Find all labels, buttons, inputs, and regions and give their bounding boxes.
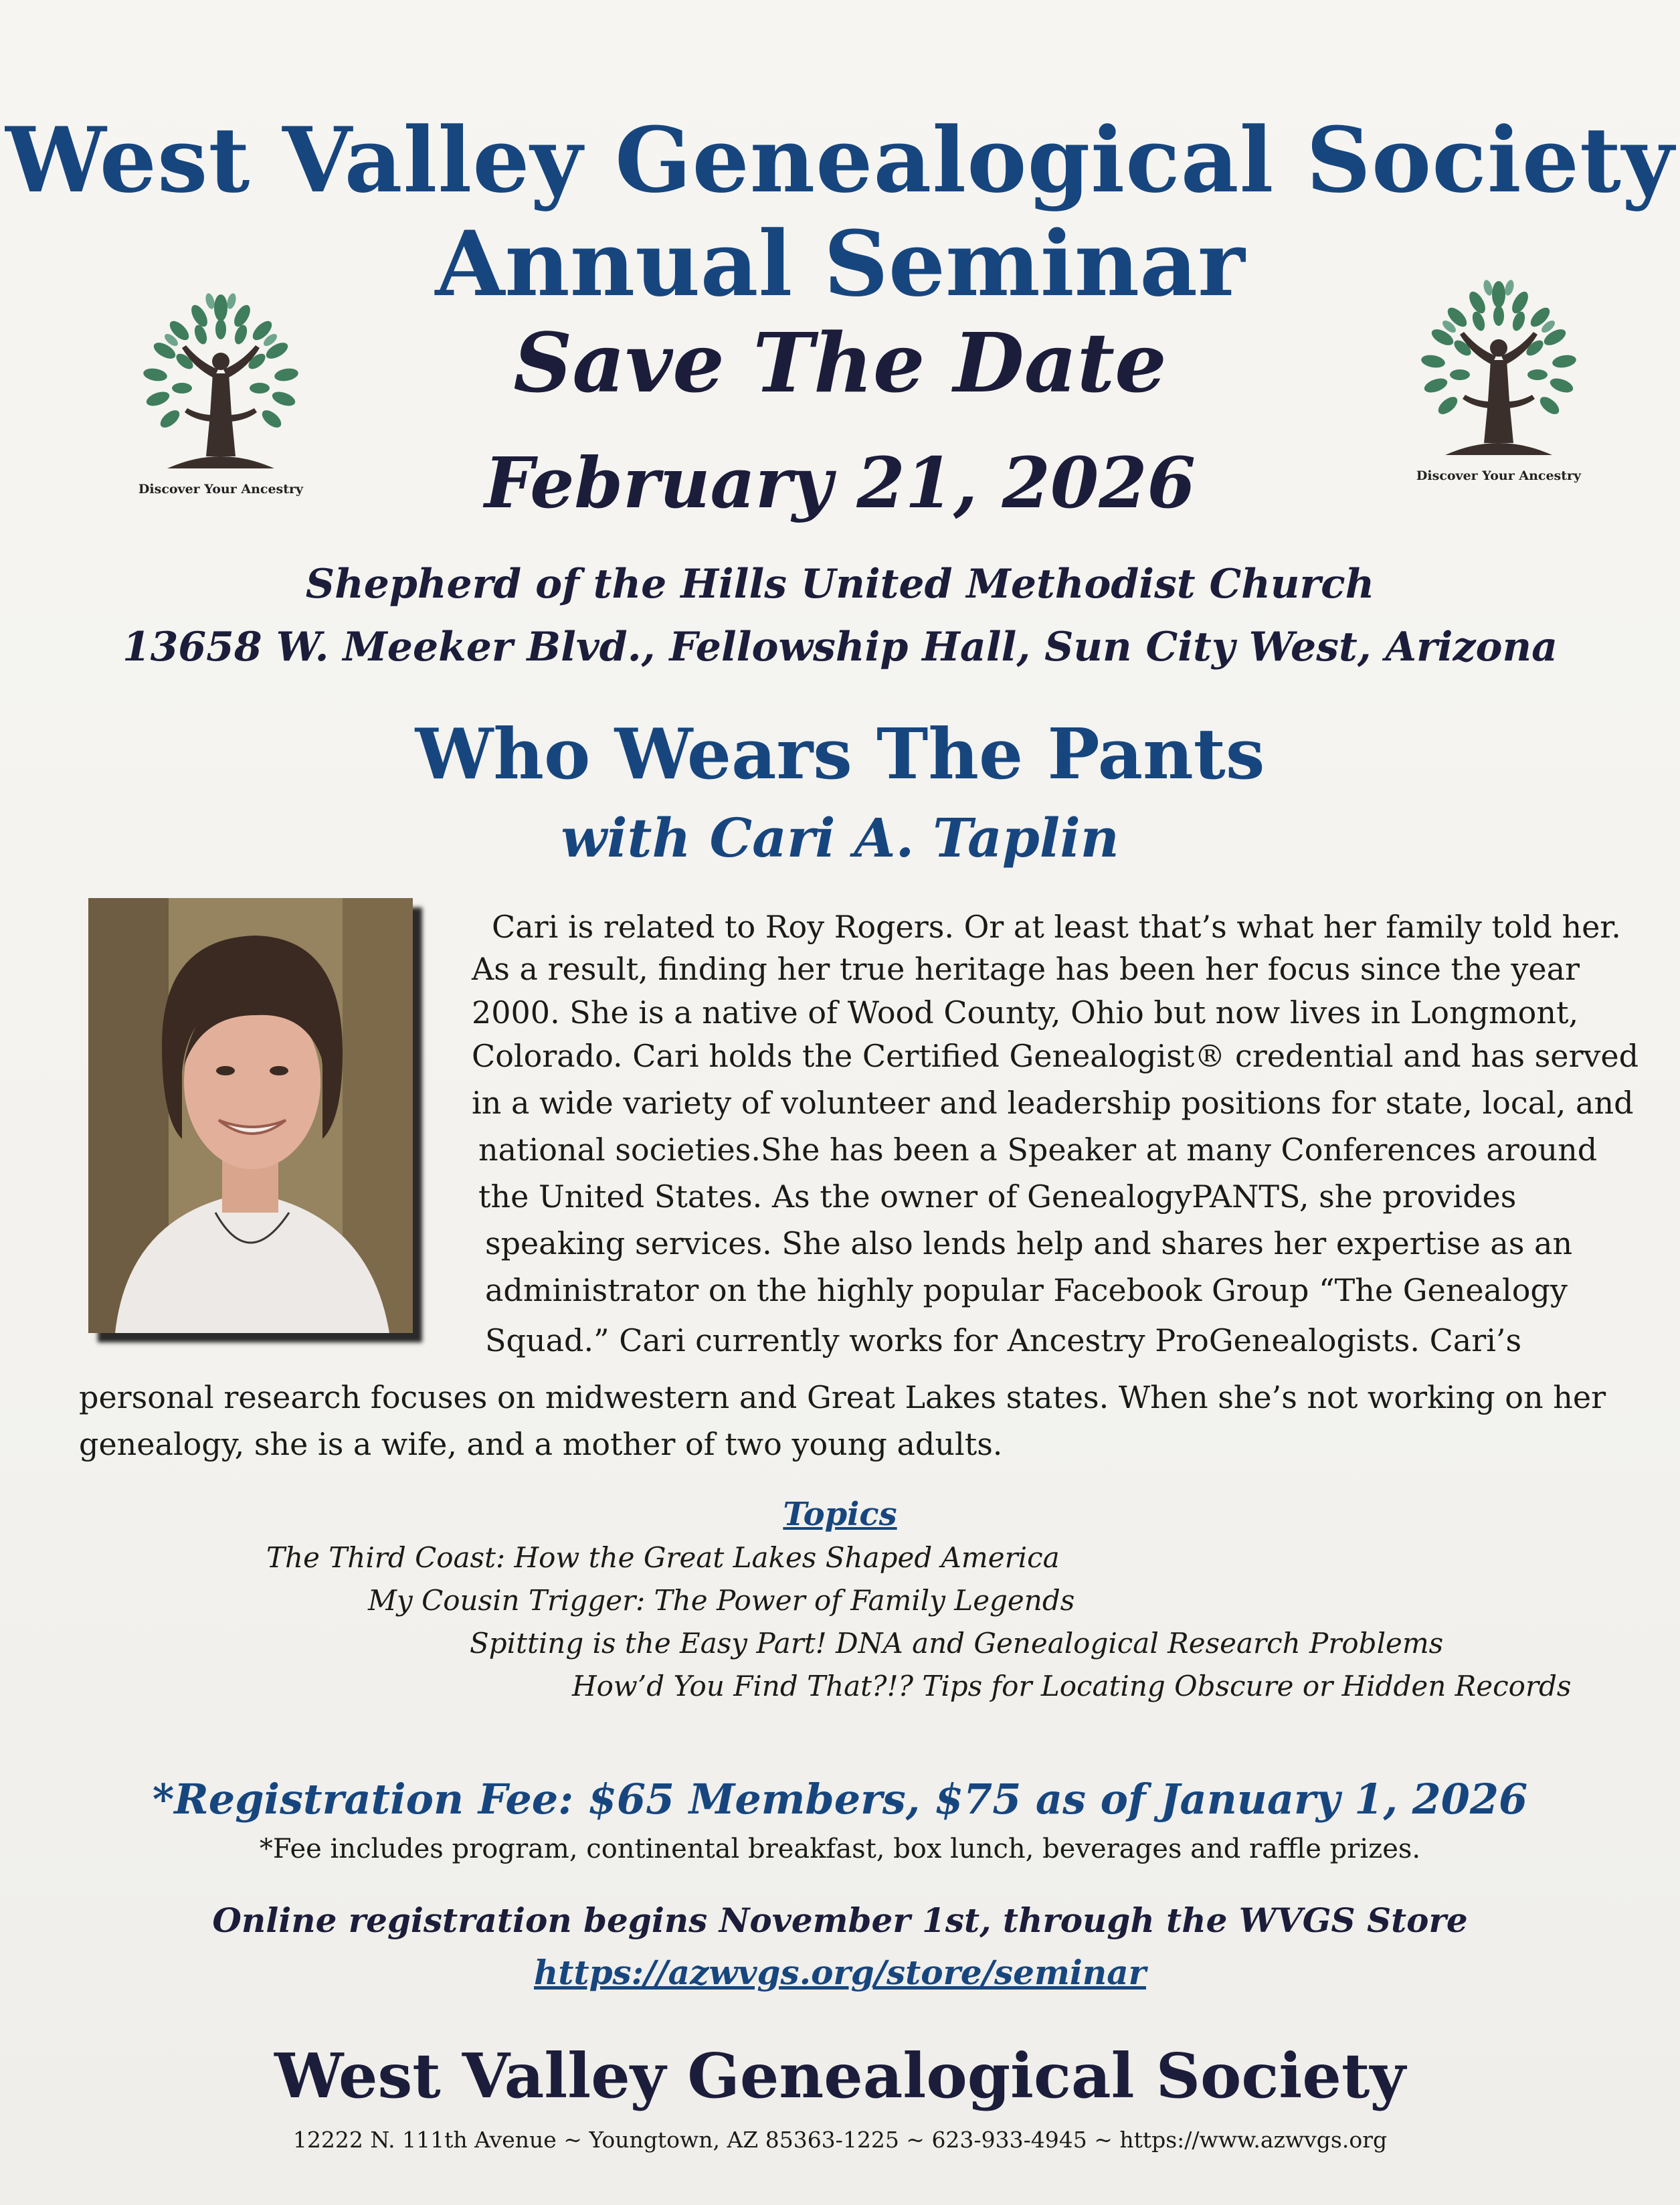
society-title: West Valley Genealogical Society: [5, 107, 1675, 213]
speaker-photo: [88, 898, 413, 1333]
fee-note: *Fee includes program, continental breakfast, box lunch, beverages and raffle prizes.: [259, 1834, 1421, 1864]
footer-org-name: West Valley Genealogical Society: [274, 2040, 1406, 2112]
bio-line: in a wide variety of volunteer and leadership positions for state, local, and: [472, 1085, 1634, 1121]
bio-line: Cari is related to Roy Rogers. Or at least that’s what her family told her.: [492, 909, 1621, 945]
seminar-date: February 21, 2026: [484, 442, 1196, 524]
footer-contact: 12222 N. 111th Avenue ~ Youngtown, AZ 85363-1225 ~ 623-933-4945 ~ https://www.azwvgs.org: [292, 2127, 1388, 2153]
bio-line: the United States. As the owner of GenealogyPANTS, she provides: [478, 1178, 1517, 1215]
tree-of-life-icon: [120, 281, 321, 482]
talk-title: Who Wears The Pants: [415, 713, 1265, 795]
logo-right: [1398, 268, 1599, 495]
registration-fee: *Registration Fee: $65 Members, $75 as of January 1, 2026: [152, 1775, 1528, 1824]
logo-left: [120, 281, 321, 509]
venue-name: Shepherd of the Hills United Methodist Church: [305, 561, 1375, 608]
bio-line: administrator on the highly popular Facebook Group “The Genealogy: [485, 1272, 1568, 1308]
topic-item: Spitting is the Easy Part! DNA and Genealogical Research Problems: [470, 1627, 1444, 1660]
tree-of-life-icon: [1398, 268, 1599, 468]
bio-line: Squad.” Cari currently works for Ancestry ProGenealogists. Cari’s: [485, 1322, 1522, 1358]
bio-line: national societies.She has been a Speaker at many Conferences around: [478, 1132, 1598, 1168]
topic-item: How’d You Find That?!? Tips for Locating Obscure or Hidden Records: [572, 1670, 1572, 1702]
online-registration-note: Online registration begins November 1st, through the WVGS Store: [212, 1901, 1468, 1940]
bio-line: 2000. She is a native of Wood County, Ohio but now lives in Longmont,: [472, 994, 1579, 1031]
bio-line: personal research focuses on midwestern and Great Lakes states. When she’s not working on her: [79, 1379, 1606, 1415]
bio-line: speaking services. She also lends help and shares her expertise as an: [485, 1225, 1573, 1261]
venue-address: 13658 W. Meeker Blvd., Fellowship Hall, Sun City West, Arizona: [122, 624, 1558, 671]
topic-item: My Cousin Trigger: The Power of Family Legends: [368, 1584, 1075, 1617]
topics-heading: Topics: [783, 1496, 897, 1533]
seminar-title: Annual Seminar: [435, 211, 1245, 317]
registration-link[interactable]: https://azwvgs.org/store/seminar: [534, 1953, 1146, 1992]
save-the-date-heading: Save The Date: [513, 315, 1167, 411]
logo-tagline: Discover Your Ancestry: [138, 482, 304, 497]
logo-tagline: Discover Your Ancestry: [1416, 468, 1582, 483]
bio-line: Colorado. Cari holds the Certified Genealogist® credential and has served: [472, 1038, 1639, 1074]
bio-line: genealogy, she is a wife, and a mother of two young adults.: [79, 1426, 1003, 1462]
speaker-name: with Cari A. Taplin: [561, 806, 1119, 869]
bio-line: As a result, finding her true heritage has been her focus since the year: [472, 951, 1580, 987]
topic-item: The Third Coast: How the Great Lakes Shaped America: [266, 1541, 1060, 1574]
